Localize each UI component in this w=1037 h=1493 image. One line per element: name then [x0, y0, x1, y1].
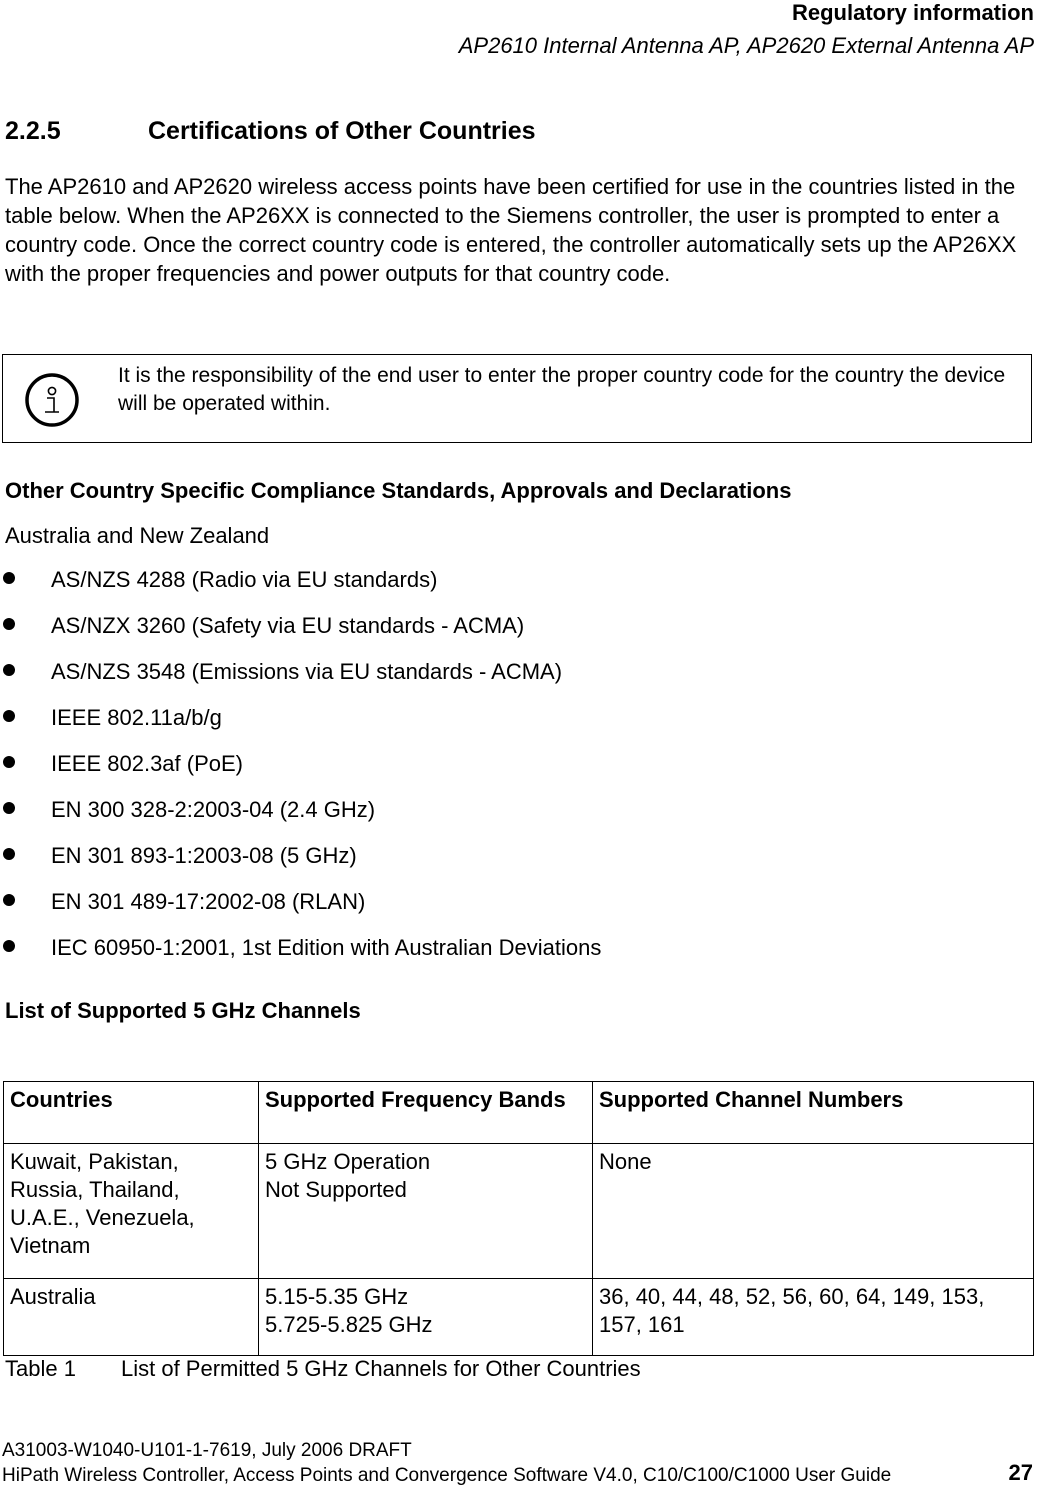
bullet-icon: [3, 802, 15, 814]
table-row: [4, 1144, 1034, 1279]
list-item: IEC 60950-1:2001, 1st Edition with Australian Deviations: [0, 927, 1000, 973]
page-number: 27: [1008, 1460, 1033, 1485]
column-header-countries: Countries: [4, 1082, 259, 1144]
bullet-icon: [3, 572, 15, 584]
list-item: EN 301 489-17:2002-08 (RLAN): [0, 881, 1000, 927]
bullet-icon: [3, 940, 15, 952]
countries-cell: Kuwait, Pakistan, Russia, Thailand, U.A.E., Venezuela, Vietnam: [4, 1144, 259, 1279]
note-text: It is the responsibility of the end user to enter the proper country code for the country the device will be operated within.: [118, 364, 1006, 415]
footer-doc-id: A31003-W1040-U101-1-7619, July 2006 DRAFT: [2, 1440, 412, 1461]
channels-cell: 36, 40, 44, 48, 52, 56, 60, 64, 149, 153, 157, 161: [593, 1279, 1034, 1356]
countries-cell: Australia: [4, 1279, 259, 1356]
bands-cell: 5.15-5.35 GHz 5.725-5.825 GHz: [259, 1279, 593, 1356]
info-icon: [24, 372, 80, 428]
bands-cell: 5 GHz Operation Not Supported: [259, 1144, 593, 1279]
list-item: EN 300 328-2:2003-04 (2.4 GHz): [0, 789, 1000, 835]
intro-paragraph: The AP2610 and AP2620 wireless access points have been certified for use in the countries listed in the table below. When the AP26XX is connected to the Siemens controller, the user is prompted to enter a country code. Once the correct country code is entered, the controller automatically sets up the AP26XX with the proper frequencies and power outputs for that country code.: [5, 174, 1017, 286]
section-title: Certifications of Other Countries: [148, 117, 536, 145]
column-header-bands: Supported Frequency Bands: [259, 1082, 593, 1144]
running-header-title: Regulatory information: [791, 0, 1034, 25]
list-item: IEEE 802.3af (PoE): [0, 743, 1000, 789]
compliance-heading: Other Country Specific Compliance Standards, Approvals and Declarations: [5, 478, 792, 503]
list-item: AS/NZS 4288 (Radio via EU standards): [0, 559, 1000, 605]
bullet-icon: [3, 710, 15, 722]
bullet-icon: [3, 894, 15, 906]
table-header-row: [4, 1082, 1034, 1144]
bullet-icon: [3, 664, 15, 676]
bullet-icon: [3, 848, 15, 860]
column-header-channels: Supported Channel Numbers: [593, 1082, 1034, 1144]
section-number: 2.2.5: [5, 117, 61, 145]
compliance-region: Australia and New Zealand: [5, 523, 270, 548]
channels-cell: None: [593, 1144, 1034, 1279]
list-item: AS/NZX 3260 (Safety via EU standards - ACMA): [0, 605, 1000, 651]
channels-heading: List of Supported 5 GHz Channels: [5, 998, 361, 1023]
list-item: IEEE 802.11a/b/g: [0, 697, 1000, 743]
table-row: [4, 1279, 1034, 1356]
table-caption-text: List of Permitted 5 GHz Channels for Other Countries: [121, 1356, 641, 1381]
bullet-icon: [3, 756, 15, 768]
list-item: EN 301 893-1:2003-08 (5 GHz): [0, 835, 1000, 881]
table-caption: [5, 1356, 641, 1382]
channels-table: [3, 1081, 1034, 1356]
running-header-subtitle: AP2610 Internal Antenna AP, AP2620 External Antenna AP: [458, 33, 1034, 58]
note-box: [2, 354, 1032, 443]
table-caption-label: Table 1: [5, 1356, 76, 1381]
footer-guide-title: HiPath Wireless Controller, Access Points and Convergence Software V4.0, C10/C100/C1000 User Guide: [2, 1465, 892, 1486]
list-item: AS/NZS 3548 (Emissions via EU standards - ACMA): [0, 651, 1000, 697]
bullet-icon: [3, 618, 15, 630]
